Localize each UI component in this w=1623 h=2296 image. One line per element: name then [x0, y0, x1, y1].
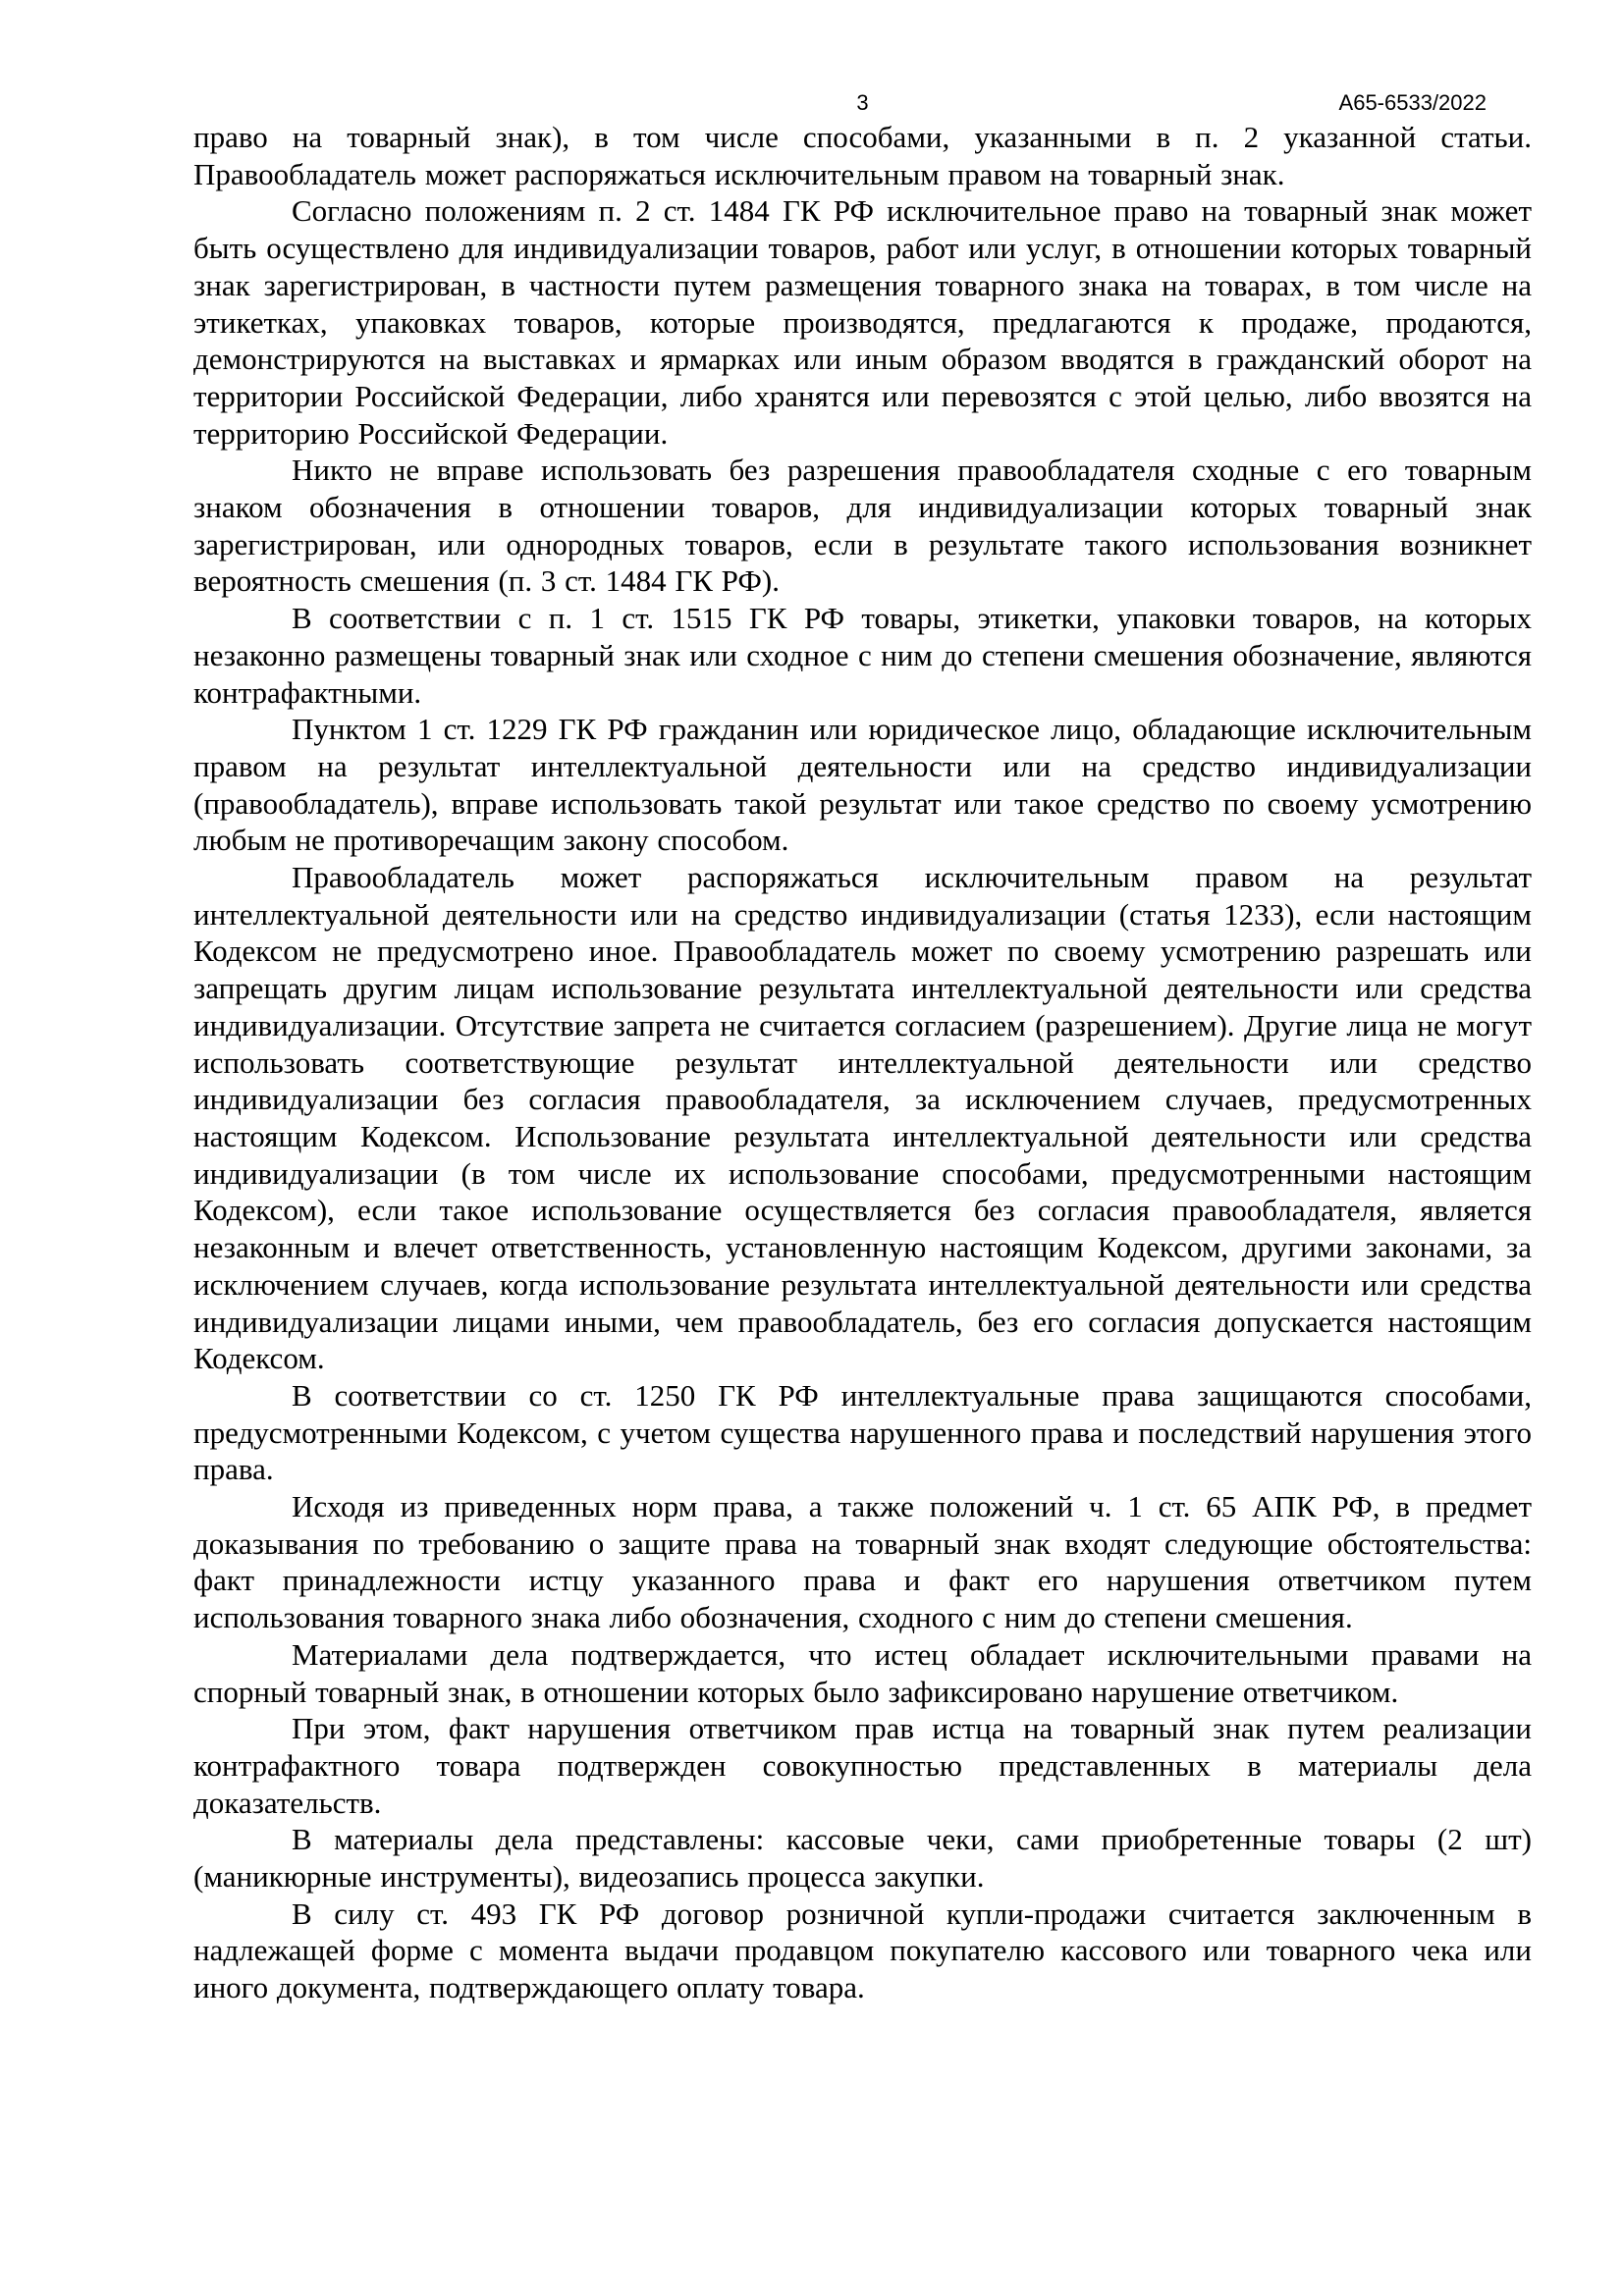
page-header [193, 90, 1532, 118]
document-body [193, 119, 1532, 2006]
paragraph-8: Исходя из приведенных норм права, а также положений ч. 1 ст. 65 АПК РФ, в предмет доказывания по требованию о защите права на товарный знак входят следующие обстоятельства: факт принадлежности истцу указанного права и факт его нарушения ответчиком путем использования товарного знака либо обозначения, сходного с ним до степени смешения. [193, 1489, 1532, 1635]
paragraph-10: При этом, факт нарушения ответчиком прав истца на товарный знак путем реализации контрафактного товара подтвержден совокупностью представленных в материалы дела доказательств. [193, 1711, 1532, 1820]
paragraph-3: Никто не вправе использовать без разрешения правообладателя сходные с его товарным знаком обозначения в отношении товаров, для индивидуализации которых товарный знак зарегистрирован, или однородных товаров, если в результате такого использования возникнет вероятность смешения (п. 3 ст. 1484 ГК РФ). [193, 453, 1532, 599]
page-number: 3 [856, 90, 869, 115]
case-number: А65-6533/2022 [1338, 90, 1487, 115]
paragraph-11: В материалы дела представлены: кассовые чеки, сами приобретенные товары (2 шт) (маникюрные инструменты), видеозапись процесса закупки. [193, 1822, 1532, 1895]
paragraph-1: право на товарный знак), в том числе способами, указанными в п. 2 указанной статьи. Правообладатель может распоряжаться исключительным правом на товарный знак. [193, 120, 1532, 191]
paragraph-9: Материалами дела подтверждается, что истец обладает исключительными правами на спорный товарный знак, в отношении которых было зафиксировано нарушение ответчиком. [193, 1636, 1532, 1709]
paragraph-5: Пунктом 1 ст. 1229 ГК РФ гражданин или юридическое лицо, обладающие исключительным правом на результат интеллектуальной деятельности или на средство индивидуализации (правообладатель), вправе использовать такой результат или такое средство по своему усмотрению любым не противоречащим закону способом. [193, 712, 1532, 858]
paragraph-6: Правообладатель может распоряжаться исключительным правом на результат интеллектуальной деятельности или на средство индивидуализации (статья 1233), если настоящим Кодексом не предусмотрено иное. Правообладатель может по своему усмотрению разрешать или запрещать другим лицам использование результата интеллектуальной деятельности или средства индивидуализации. Отсутствие запрета не считается согласием (разрешением). Другие лица не могут использовать соответствующие результат интеллектуальной деятельности или средство индивидуализации без согласия правообладателя, за исключением случаев, предусмотренных настоящим Кодексом. Использование результата интеллектуальной деятельности или средства индивидуализации (в том числе их использование способами, предусмотренными настоящим Кодексом), если такое использование осуществляется без согласия правообладателя, является незаконным и влечет ответственность, установленную настоящим Кодексом, другими законами, за исключением случаев, когда использование результата интеллектуальной деятельности или средства индивидуализации лицами иными, чем правообладатель, без его согласия допускается настоящим Кодексом. [193, 860, 1532, 1376]
paragraph-4: В соответствии с п. 1 ст. 1515 ГК РФ товары, этикетки, упаковки товаров, на которых незаконно размещены товарный знак или сходное с ним до степени смешения обозначение, являются контрафактными. [193, 601, 1532, 710]
paragraph-7: В соответствии со ст. 1250 ГК РФ интеллектуальные права защищаются способами, предусмотренными Кодексом, с учетом существа нарушенного права и последствий нарушения этого права. [193, 1377, 1532, 1487]
paragraph-12: В силу ст. 493 ГК РФ договор розничной купли-продажи считается заключенным в надлежащей форме с момента выдачи продавцом покупателю кассового или товарного чека или иного документа, подтверждающего оплату товара. [193, 1896, 1532, 2005]
paragraph-2: Согласно положениям п. 2 ст. 1484 ГК РФ исключительное право на товарный знак может быть осуществлено для индивидуализации товаров, работ или услуг, в отношении которых товарный знак зарегистрирован, в частности путем размещения товарного знака на товарах, в том числе на этикетках, упаковках товаров, которые производятся, предлагаются к продаже, продаются, демонстрируются на выставках и ярмарках или иным образом вводятся в гражданский оборот на территории Российской Федерации, либо хранятся или перевозятся с этой целью, либо ввозятся на территорию Российской Федерации. [193, 193, 1532, 451]
